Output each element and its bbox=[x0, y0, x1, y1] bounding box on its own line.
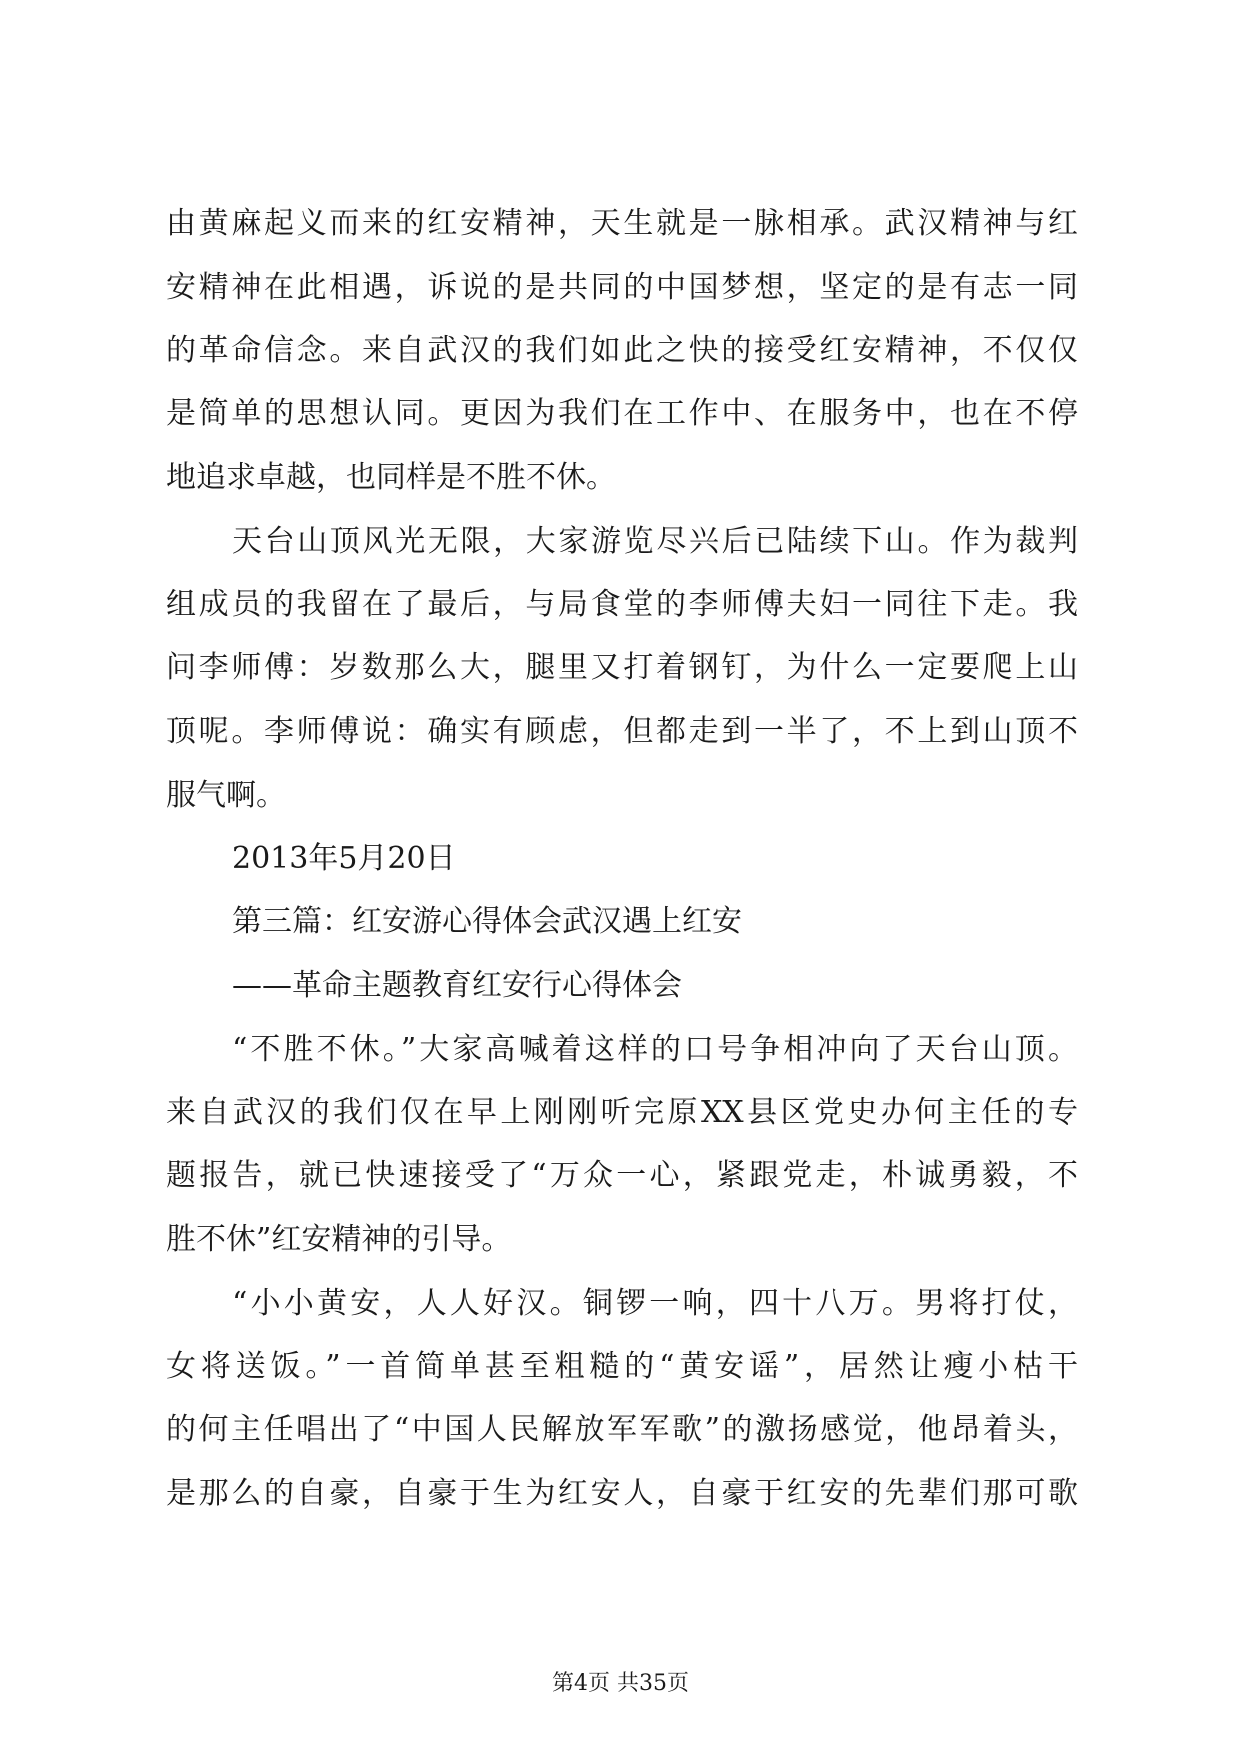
paragraph-line: 组成员的我留在了最后，与局食堂的李师傅夫妇一同往下走。我 bbox=[166, 587, 1078, 622]
paragraph-line: 的革命信念。来自武汉的我们如此之快的接受红安精神，不仅仅 bbox=[166, 333, 1078, 368]
paragraph-line: 是简单的思想认同。更因为我们在工作中、在服务中，也在不停 bbox=[166, 396, 1078, 431]
paragraph-line: “小小黄安，人人好汉。铜锣一响，四十八万。男将打仗， bbox=[232, 1286, 1078, 1321]
page-number-footer: 第4页 共35页 bbox=[552, 1671, 689, 1696]
paragraph-line: 安精神在此相遇，诉说的是共同的中国梦想，坚定的是有志一同 bbox=[166, 270, 1078, 305]
paragraph-line: 天台山顶风光无限，大家游览尽兴后已陆续下山。作为裁判 bbox=[232, 524, 1078, 559]
date-line: 2013年5月20日 bbox=[232, 841, 456, 876]
paragraph-line: “不胜不休。”大家高喊着这样的口号争相冲向了天台山顶。 bbox=[232, 1032, 1078, 1067]
paragraph-line: 问李师傅：岁数那么大，腿里又打着钢钉，为什么一定要爬上山 bbox=[166, 650, 1078, 685]
paragraph-line: 地追求卓越，也同样是不胜不休。 bbox=[166, 460, 616, 495]
paragraph-line: 服气啊。 bbox=[166, 778, 286, 813]
paragraph-line: 来自武汉的我们仅在早上刚刚听完原XX县区党史办何主任的专 bbox=[166, 1095, 1078, 1130]
section-subtitle: ——革命主题教育红安行心得体会 bbox=[232, 968, 682, 1003]
paragraph-line: 女将送饭。”一首简单甚至粗糙的“黄安谣”，居然让瘦小枯干 bbox=[166, 1349, 1078, 1384]
paragraph-line: 胜不休”红安精神的引导。 bbox=[166, 1222, 512, 1257]
paragraph-line: 由黄麻起义而来的红安精神，天生就是一脉相承。武汉精神与红 bbox=[166, 206, 1078, 241]
paragraph-line: 题报告，就已快速接受了“万众一心，紧跟党走，朴诚勇毅，不 bbox=[166, 1158, 1078, 1193]
section-title: 第三篇：红安游心得体会武汉遇上红安 bbox=[232, 904, 742, 939]
paragraph-line: 的何主任唱出了“中国人民解放军军歌”的激扬感觉，他昂着头， bbox=[166, 1412, 1078, 1447]
paragraph-line: 是那么的自豪，自豪于生为红安人，自豪于红安的先辈们那可歌 bbox=[166, 1476, 1078, 1511]
paragraph-line: 顶呢。李师傅说：确实有顾虑，但都走到一半了，不上到山顶不 bbox=[166, 714, 1078, 749]
